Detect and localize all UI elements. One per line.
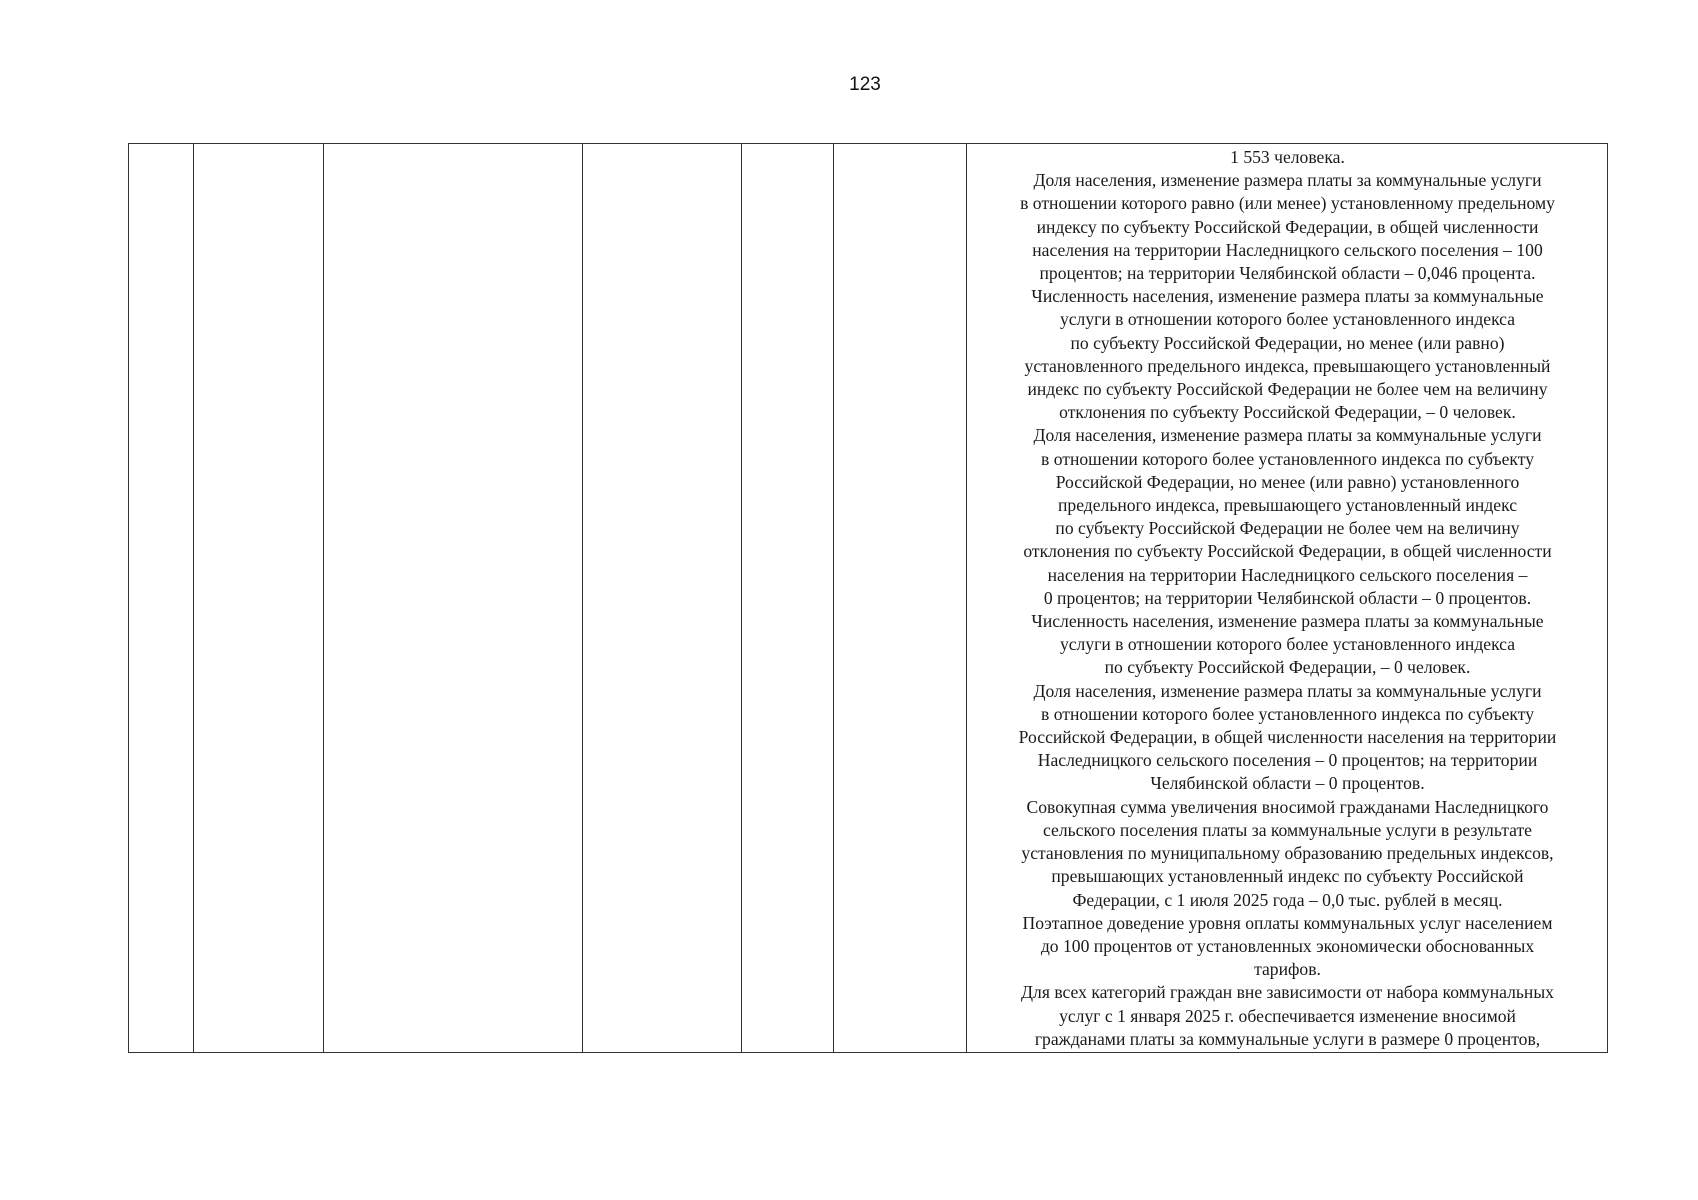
text-line: отклонения по субъекту Российской Федерации, – 0 человек. <box>1059 402 1516 423</box>
text-line: Доля населения, изменение размера платы за коммунальные услуги <box>1033 170 1542 191</box>
text-line: в отношении которого равно (или менее) установленному предельному <box>1020 193 1555 214</box>
page-number: 123 <box>849 74 881 95</box>
text-line: по субъекту Российской Федерации не более чем на величину <box>1055 518 1520 539</box>
text-line: Челябинской области – 0 процентов. <box>1150 773 1425 794</box>
text-line: индекс по субъекту Российской Федерации не более чем на величину <box>1027 379 1548 400</box>
text-line: 1 553 человека. <box>1230 147 1345 167</box>
text-line: по субъекту Российской Федерации, – 0 человек. <box>1104 657 1471 678</box>
text-line: Численность населения, изменение размера платы за коммунальные <box>1031 286 1544 307</box>
text-line: Поэтапное доведение уровня оплаты коммунальных услуг населением <box>1022 912 1553 933</box>
column-divider <box>833 144 834 1052</box>
text-line: Численность населения, изменение размера платы за коммунальные <box>1031 611 1544 632</box>
text-line: гражданами платы за коммунальные услуги в размере 0 процентов, <box>1034 1028 1541 1049</box>
document-table <box>128 143 1608 1053</box>
text-line: 0 процентов; на территории Челябинской области – 0 процентов. <box>1043 587 1532 608</box>
text-line: услуги в отношении которого более установленного индекса <box>1059 634 1516 655</box>
text-line: Совокупная сумма увеличения вносимой гражданами Наследницкого <box>1026 796 1549 817</box>
text-line: Российской Федерации, но менее (или равно) установленного <box>1055 471 1520 492</box>
text-line: установления по муниципальному образованию предельных индексов, <box>1021 843 1554 864</box>
text-line: сельского поселения платы за коммунальные услуги в результате <box>1043 819 1532 840</box>
text-line: услуги в отношении которого более установленного индекса <box>1059 309 1516 330</box>
column-divider <box>193 144 194 1052</box>
column-divider <box>741 144 742 1052</box>
column-divider <box>582 144 583 1052</box>
text-line: в отношении которого более установленного индекса по субъекту <box>1041 703 1534 724</box>
text-line: Российской Федерации, в общей численности населения на территории <box>1018 727 1557 748</box>
text-line: услуг с 1 января 2025 г. обеспечивается изменение вносимой <box>1059 1005 1516 1026</box>
column-divider <box>323 144 324 1052</box>
text-line: Для всех категорий граждан вне зависимости от набора коммунальных <box>1021 982 1554 1003</box>
text-line: Доля населения, изменение размера платы за коммунальные услуги <box>1033 425 1542 446</box>
text-line: отклонения по субъекту Российской Федерации, в общей численности <box>1023 541 1552 562</box>
text-line: по субъекту Российской Федерации, но менее (или равно) <box>1070 332 1505 353</box>
description-cell <box>968 144 1607 1052</box>
text-line: превышающих установленный индекс по субъекту Российской <box>1051 866 1524 887</box>
text-line: индексу по субъекту Российской Федерации, в общей численности <box>1036 216 1539 237</box>
text-line: Федерации, с 1 июля 2025 года – 0,0 тыс. рублей в месяц. <box>1072 889 1503 910</box>
text-line: населения на территории Наследницкого сельского поселения – 100 <box>1032 239 1543 260</box>
text-line: процентов; на территории Челябинской области – 0,046 процента. <box>1039 263 1536 284</box>
column-divider <box>966 144 967 1052</box>
text-line: Доля населения, изменение размера платы за коммунальные услуги <box>1033 680 1542 701</box>
text-line: тарифов. <box>1254 959 1321 980</box>
text-line: до 100 процентов от установленных экономически обоснованных <box>1040 935 1535 956</box>
text-line: в отношении которого более установленного индекса по субъекту <box>1041 448 1534 469</box>
text-line: населения на территории Наследницкого сельского поселения – <box>1047 564 1528 585</box>
text-line: Наследницкого сельского поселения – 0 процентов; на территории <box>1037 750 1538 771</box>
text-line: предельного индекса, превышающего установленный индекс <box>1057 495 1518 516</box>
text-line: установленного предельного индекса, превышающего установленный <box>1024 355 1551 376</box>
